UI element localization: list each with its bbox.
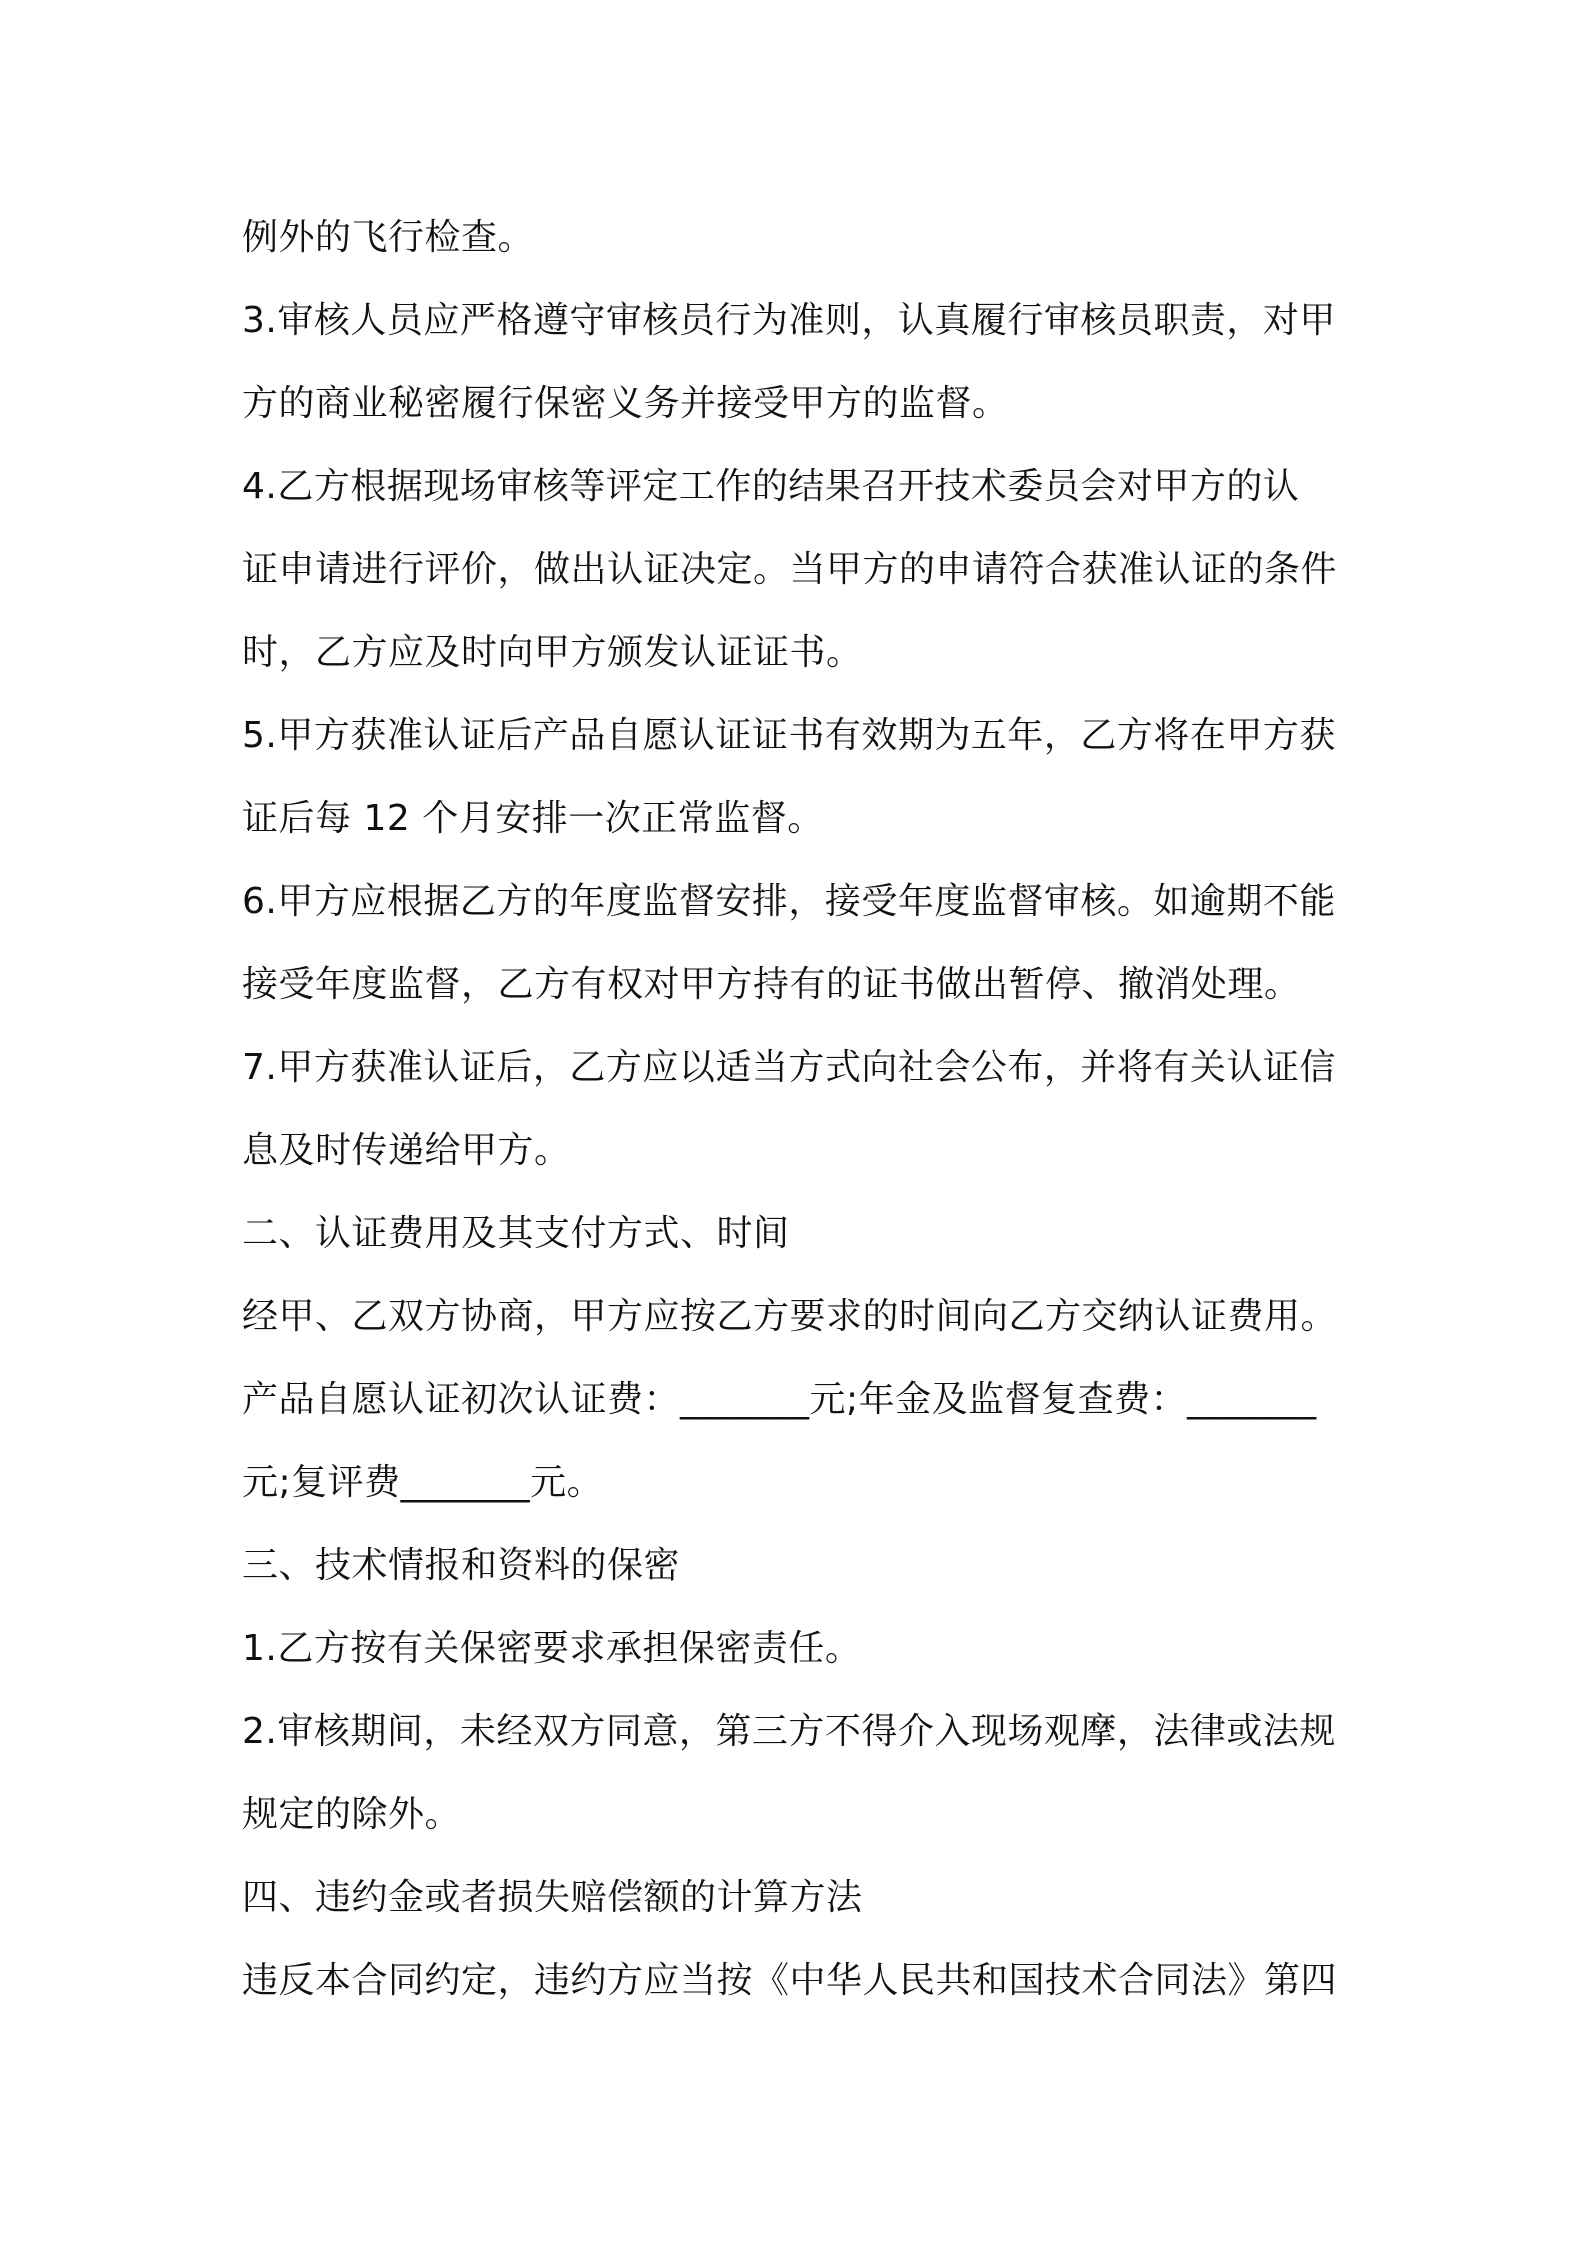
section-heading: 三、技术情报和资料的保密	[242, 1545, 681, 1586]
text-line: 5.甲方获准认证后产品自愿认证证书有效期为五年，乙方将在甲方获	[242, 715, 1336, 756]
text-line: 产品自愿认证初次认证费：_______元;年金及监督复查费：_______	[242, 1379, 1317, 1420]
text-line: 元;复评费_______元。	[242, 1462, 604, 1503]
text-line: 7.甲方获准认证后，乙方应以适当方式向社会公布，并将有关认证信	[242, 1047, 1336, 1088]
text-line: 违反本合同约定，违约方应当按《中华人民共和国技术合同法》第四	[242, 1960, 1338, 2001]
text-line: 证申请进行评价，做出认证决定。当甲方的申请符合获准认证的条件	[242, 549, 1338, 590]
text-line: 方的商业秘密履行保密义务并接受甲方的监督。	[242, 383, 1009, 424]
text-line: 证后每 12 个月安排一次正常监督。	[242, 798, 824, 839]
text-line: 4.乙方根据现场审核等评定工作的结果召开技术委员会对甲方的认	[242, 466, 1300, 507]
text-line: 接受年度监督，乙方有权对甲方持有的证书做出暂停、撤消处理。	[242, 964, 1301, 1005]
text-line: 时，乙方应及时向甲方颁发认证证书。	[242, 632, 863, 673]
text-line: 经甲、乙双方协商，甲方应按乙方要求的时间向乙方交纳认证费用。	[242, 1296, 1338, 1337]
section-heading: 二、认证费用及其支付方式、时间	[242, 1213, 790, 1254]
text-line: 息及时传递给甲方。	[242, 1130, 571, 1171]
text-line: 6.甲方应根据乙方的年度监督安排，接受年度监督审核。如逾期不能	[242, 881, 1336, 922]
text-line: 2.审核期间，未经双方同意，第三方不得介入现场观摩，法律或法规	[242, 1711, 1336, 1752]
document-body	[242, 196, 1358, 2022]
section-heading: 四、违约金或者损失赔偿额的计算方法	[242, 1877, 863, 1918]
text-line: 1.乙方按有关保密要求承担保密责任。	[242, 1628, 862, 1669]
text-line: 规定的除外。	[242, 1794, 462, 1835]
text-line: 例外的飞行检查。	[242, 217, 535, 258]
text-line: 3.审核人员应严格遵守审核员行为准则，认真履行审核员职责，对甲	[242, 300, 1336, 341]
